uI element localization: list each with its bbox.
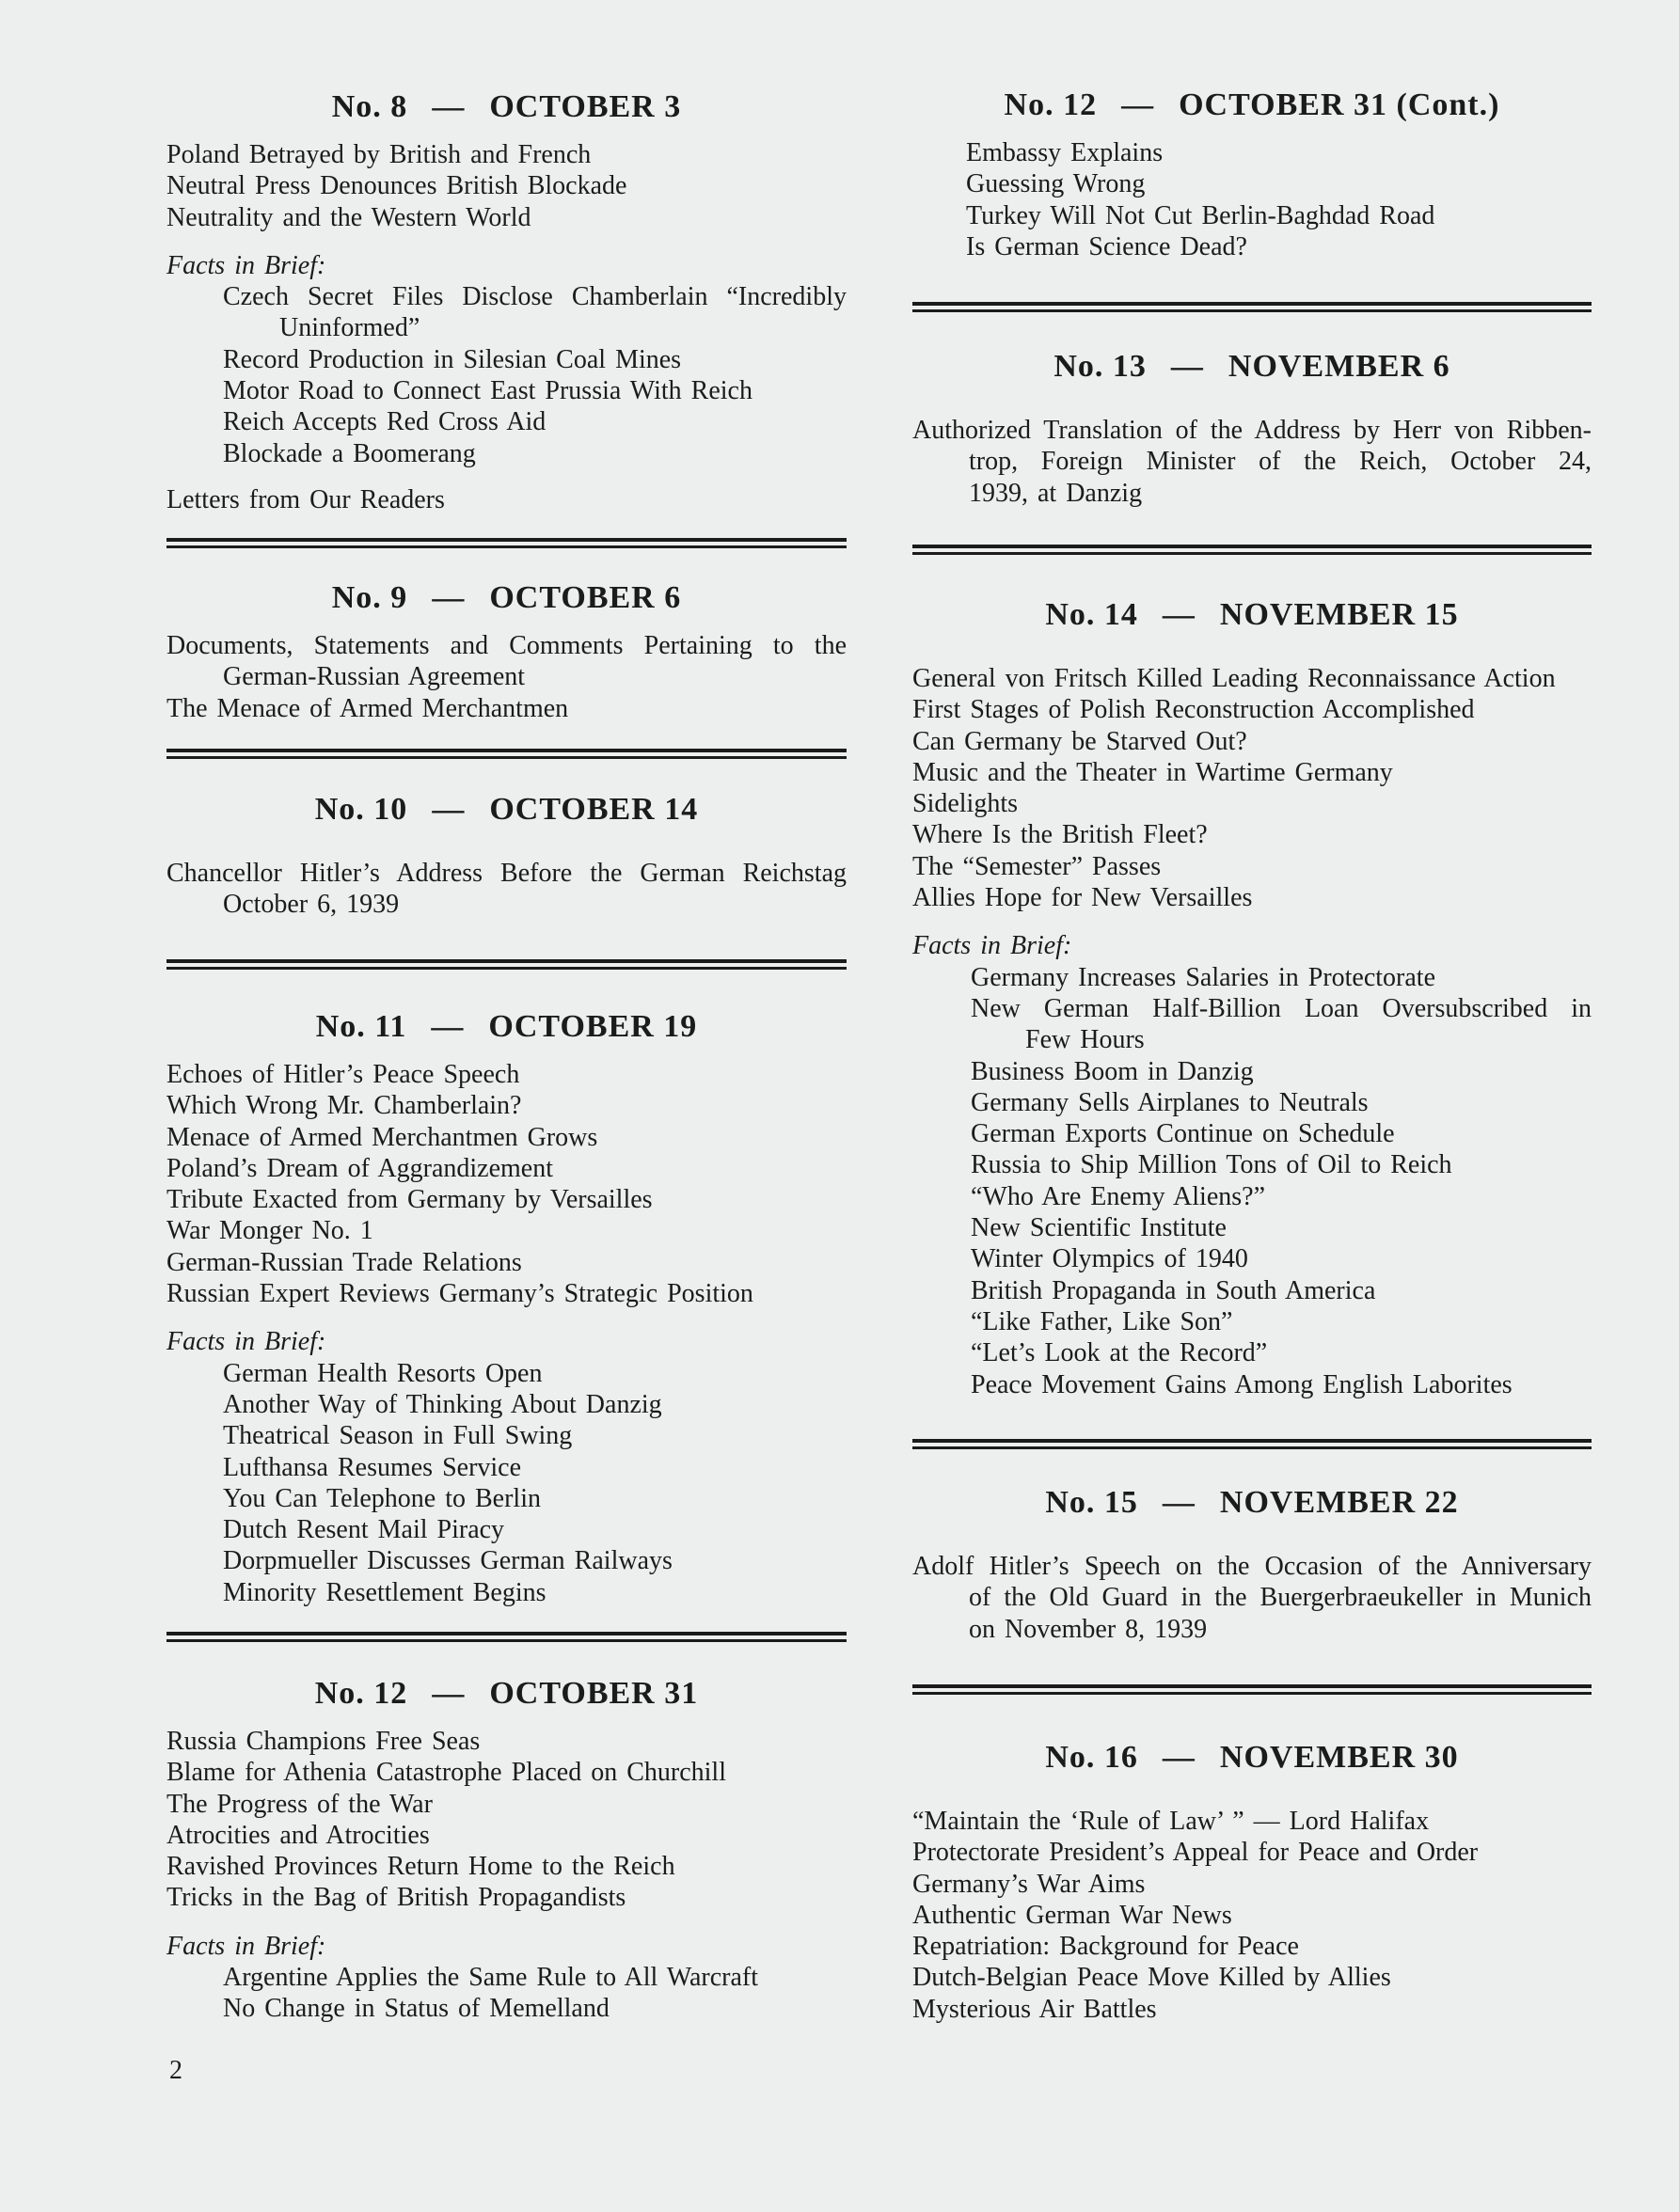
issue-number: No. 11 bbox=[315, 1009, 407, 1044]
double-rule bbox=[912, 1684, 1592, 1695]
article-title bbox=[166, 281, 847, 344]
issue-date: NOVEMBER 30 bbox=[1219, 1740, 1459, 1775]
em-dash: — bbox=[431, 1009, 465, 1044]
article-title: Music and the Theater in Wartime Germany bbox=[912, 757, 1393, 787]
article-title: Blockade a Boomerang bbox=[223, 438, 476, 468]
em-dash: — bbox=[1121, 87, 1155, 122]
article-title-line: German-Russian Agreement bbox=[223, 662, 526, 692]
article-list bbox=[166, 139, 847, 233]
article-title: Poland Betrayed by British and French bbox=[166, 140, 592, 169]
article-title: Menace of Armed Merchantmen Grows bbox=[166, 1122, 598, 1152]
article-title: “Who Are Enemy Aliens?” bbox=[971, 1181, 1266, 1211]
article-title: “Maintain the ‘Rule of Law’ ” — Lord Halifax bbox=[912, 1807, 1430, 1836]
article-title: British Propaganda in South America bbox=[971, 1275, 1376, 1305]
issue-number: No. 8 bbox=[331, 89, 408, 124]
issue-section-s14 bbox=[912, 583, 1592, 1400]
article-title: Allies Hope for New Versailles bbox=[912, 883, 1253, 913]
issue-header bbox=[166, 566, 847, 630]
article-title-line: Adolf Hitler’s Speech on the Occasion of the Anniversary bbox=[912, 1552, 1592, 1581]
issue-date: OCTOBER 14 bbox=[489, 792, 699, 827]
article-title: Reich Accepts Red Cross Aid bbox=[223, 407, 546, 437]
article-title-line: Documents, Statements and Comments Pertaining to the bbox=[166, 631, 847, 660]
article-title: German Exports Continue on Schedule bbox=[971, 1119, 1395, 1149]
double-rule bbox=[912, 545, 1592, 555]
facts-in-brief-label: Facts in Brief: bbox=[166, 1931, 326, 1961]
article-title: Germany Sells Airplanes to Neutrals bbox=[971, 1087, 1369, 1117]
article-title-line: trop, Foreign Minister of the Reich, October 24, bbox=[969, 447, 1592, 477]
article-title: The Menace of Armed Merchantmen bbox=[166, 693, 569, 723]
article-title: Blame for Athenia Catastrophe Placed on Churchill bbox=[166, 1758, 726, 1788]
article-title: “Like Father, Like Son” bbox=[971, 1306, 1233, 1336]
article-title: General von Fritsch Killed Leading Reconnaissance Action bbox=[912, 664, 1556, 693]
article-paragraph bbox=[912, 1551, 1592, 1645]
article-title: New Scientific Institute bbox=[971, 1213, 1227, 1243]
article-title: Russian Expert Reviews Germany’s Strategic Position bbox=[166, 1279, 753, 1309]
issue-header bbox=[912, 335, 1592, 399]
article-list bbox=[166, 630, 847, 724]
article-title: Another Way of Thinking About Danzig bbox=[223, 1389, 662, 1419]
issue-section-s8 bbox=[166, 75, 847, 515]
issue-header bbox=[166, 75, 847, 139]
issue-section-s11 bbox=[166, 995, 847, 1608]
facts-in-brief-label: Facts in Brief: bbox=[912, 931, 1072, 961]
article-title: Motor Road to Connect East Prussia With Reich bbox=[223, 376, 752, 406]
double-rule bbox=[912, 1439, 1592, 1449]
issue-number: No. 13 bbox=[1053, 349, 1147, 384]
article-list bbox=[166, 484, 847, 515]
issue-number: No. 10 bbox=[314, 792, 408, 827]
issue-section-s13 bbox=[912, 335, 1592, 509]
issue-number: No. 12 bbox=[314, 1676, 408, 1711]
issue-date: OCTOBER 19 bbox=[488, 1009, 698, 1044]
issue-date: OCTOBER 31 bbox=[489, 1676, 699, 1711]
article-title: First Stages of Polish Reconstruction Accomplished bbox=[912, 695, 1475, 725]
issue-number: No. 15 bbox=[1045, 1485, 1138, 1520]
article-title: Dorpmueller Discusses German Railways bbox=[223, 1546, 673, 1576]
article-title: Peace Movement Gains Among English Laborites bbox=[971, 1369, 1513, 1399]
article-title: The “Semester” Passes bbox=[912, 851, 1162, 881]
issue-number: No. 14 bbox=[1045, 597, 1138, 632]
article-title: No Change in Status of Memelland bbox=[223, 1994, 610, 2024]
article-title: Russia Champions Free Seas bbox=[166, 1727, 481, 1756]
article-title bbox=[166, 858, 847, 921]
article-list bbox=[912, 1806, 1592, 2025]
facts-in-brief-label: Facts in Brief: bbox=[166, 1327, 326, 1357]
facts-in-brief bbox=[166, 1931, 847, 2025]
issue-header bbox=[166, 1662, 847, 1726]
article-title: You Can Telephone to Berlin bbox=[223, 1483, 541, 1513]
article-title: War Monger No. 1 bbox=[166, 1216, 373, 1246]
issue-section-s10 bbox=[166, 778, 847, 921]
issue-number: No. 16 bbox=[1045, 1740, 1138, 1775]
article-title: Is German Science Dead? bbox=[966, 231, 1247, 261]
em-dash: — bbox=[432, 792, 466, 827]
issue-section-s12 bbox=[166, 1662, 847, 2025]
article-title: Turkey Will Not Cut Berlin-Baghdad Road bbox=[966, 200, 1435, 230]
article-title: Poland’s Dream of Aggrandizement bbox=[166, 1153, 554, 1183]
article-title-line: Uninformed” bbox=[279, 313, 420, 343]
article-title: Repatriation: Background for Peace bbox=[912, 1932, 1299, 1962]
em-dash: — bbox=[432, 580, 466, 615]
em-dash: — bbox=[432, 1676, 466, 1711]
article-title: Business Boom in Danzig bbox=[971, 1056, 1254, 1086]
facts-in-brief bbox=[166, 250, 847, 469]
article-title: Tribute Exacted from Germany by Versailles bbox=[166, 1185, 653, 1215]
article-title: Winter Olympics of 1940 bbox=[971, 1244, 1248, 1274]
issue-header bbox=[166, 778, 847, 842]
article-title: Russia to Ship Million Tons of Oil to Reich bbox=[971, 1150, 1452, 1180]
article-title: Guessing Wrong bbox=[966, 169, 1146, 199]
article-title bbox=[912, 993, 1592, 1056]
article-title: Record Production in Silesian Coal Mines bbox=[223, 344, 682, 374]
issue-header bbox=[912, 1471, 1592, 1535]
article-title: Letters from Our Readers bbox=[166, 484, 445, 514]
article-title: Dutch Resent Mail Piracy bbox=[223, 1515, 505, 1545]
article-title: Echoes of Hitler’s Peace Speech bbox=[166, 1060, 520, 1089]
article-title: German-Russian Trade Relations bbox=[166, 1247, 522, 1277]
article-list bbox=[912, 137, 1592, 262]
article-title: Authentic German War News bbox=[912, 1900, 1232, 1930]
article-title-line: New German Half-Billion Loan Oversubscribed in bbox=[971, 993, 1592, 1023]
article-title-line: Authorized Translation of the Address by Herr von Ribben- bbox=[912, 416, 1592, 445]
article-title: German Health Resorts Open bbox=[223, 1358, 543, 1388]
article-title: Mysterious Air Battles bbox=[912, 1994, 1157, 2024]
double-rule bbox=[912, 302, 1592, 312]
issue-date: OCTOBER 3 bbox=[489, 89, 682, 124]
em-dash: — bbox=[1162, 1485, 1196, 1520]
double-rule bbox=[166, 1632, 847, 1642]
article-title: Lufthansa Resumes Service bbox=[223, 1452, 522, 1482]
article-title: Sidelights bbox=[912, 789, 1019, 819]
article-title: Neutrality and the Western World bbox=[166, 202, 531, 232]
article-list bbox=[166, 858, 847, 921]
article-title: Minority Resettlement Begins bbox=[223, 1577, 546, 1607]
article-list bbox=[166, 1059, 847, 1309]
issue-date: NOVEMBER 6 bbox=[1228, 349, 1450, 384]
article-title: The Progress of the War bbox=[166, 1789, 433, 1819]
article-title-line: Chancellor Hitler’s Address Before the German Reichstag bbox=[166, 859, 847, 888]
em-dash: — bbox=[1162, 597, 1196, 632]
facts-in-brief-label: Facts in Brief: bbox=[166, 250, 326, 280]
article-title-line: Czech Secret Files Disclose Chamberlain “Incredibly bbox=[223, 282, 847, 312]
article-title-line: October 6, 1939 bbox=[223, 890, 400, 920]
em-dash: — bbox=[432, 89, 466, 124]
article-title-line: Few Hours bbox=[1025, 1025, 1145, 1055]
article-title: Argentine Applies the Same Rule to All Warcraft bbox=[223, 1963, 759, 1993]
issue-header bbox=[912, 1726, 1592, 1790]
article-list bbox=[912, 663, 1592, 913]
em-dash: — bbox=[1170, 349, 1204, 384]
issue-date: NOVEMBER 22 bbox=[1219, 1485, 1459, 1520]
article-title: Germany’s War Aims bbox=[912, 1869, 1146, 1899]
article-title: Tricks in the Bag of British Propagandists bbox=[166, 1883, 626, 1913]
issue-header bbox=[912, 73, 1592, 137]
article-title: Germany Increases Salaries in Protectorate bbox=[971, 962, 1436, 992]
article-title-line: of the Old Guard in the Buergerbraeukeller in Munich bbox=[969, 1583, 1592, 1613]
article-title: Neutral Press Denounces British Blockade bbox=[166, 171, 627, 201]
double-rule bbox=[166, 538, 847, 548]
article-title: Dutch-Belgian Peace Move Killed by Allies bbox=[912, 1963, 1391, 1993]
issue-date: OCTOBER 6 bbox=[489, 580, 682, 615]
issue-header bbox=[166, 995, 847, 1059]
double-rule bbox=[166, 749, 847, 759]
issue-number: No. 9 bbox=[331, 580, 408, 615]
issue-section-s12c bbox=[912, 73, 1592, 262]
page-number: 2 bbox=[169, 2056, 182, 2085]
double-rule bbox=[166, 959, 847, 970]
article-title: Which Wrong Mr. Chamberlain? bbox=[166, 1091, 522, 1121]
article-title-line: 1939, at Danzig bbox=[969, 478, 1143, 508]
issue-date: NOVEMBER 15 bbox=[1219, 597, 1459, 632]
article-paragraph bbox=[912, 415, 1592, 509]
article-title: Atrocities and Atrocities bbox=[166, 1820, 430, 1850]
article-title: Theatrical Season in Full Swing bbox=[223, 1421, 573, 1451]
article-list bbox=[166, 1726, 847, 1914]
article-title: Where Is the British Fleet? bbox=[912, 820, 1208, 850]
article-title: Can Germany be Starved Out? bbox=[912, 726, 1247, 756]
article-title: “Let’s Look at the Record” bbox=[971, 1338, 1268, 1368]
issue-section-s15 bbox=[912, 1471, 1592, 1645]
em-dash: — bbox=[1162, 1740, 1196, 1775]
issue-section-s16 bbox=[912, 1726, 1592, 2025]
article-title bbox=[166, 630, 847, 693]
article-title: Embassy Explains bbox=[966, 138, 1164, 167]
issue-number: No. 12 bbox=[1004, 87, 1098, 122]
issue-section-s9 bbox=[166, 566, 847, 724]
facts-in-brief bbox=[166, 1326, 847, 1608]
issue-date: OCTOBER 31 (Cont.) bbox=[1179, 87, 1500, 122]
issue-header bbox=[912, 583, 1592, 647]
facts-in-brief bbox=[912, 930, 1592, 1399]
article-title: Ravished Provinces Return Home to the Reich bbox=[166, 1852, 675, 1882]
article-title: Protectorate President’s Appeal for Peace and Order bbox=[912, 1838, 1479, 1868]
article-title-line: on November 8, 1939 bbox=[969, 1614, 1208, 1644]
